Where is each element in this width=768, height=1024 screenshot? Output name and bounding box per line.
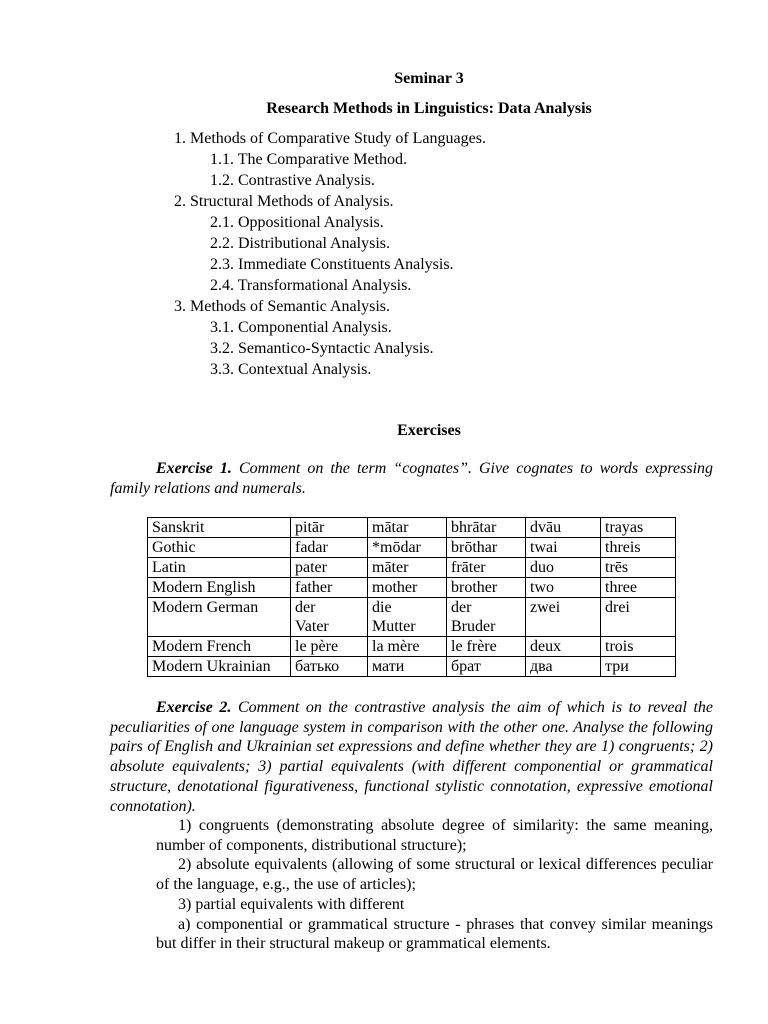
- language-cell: Modern German: [148, 598, 291, 637]
- cognate-cell: pitār: [291, 518, 368, 538]
- cognate-cell: mother: [368, 578, 447, 598]
- cognate-cell: father: [291, 578, 368, 598]
- outline-subitem: 3.1. Componential Analysis.: [210, 319, 392, 336]
- cognate-cell: батько: [291, 657, 368, 677]
- language-cell: Modern French: [148, 637, 291, 657]
- cognate-cell: мати: [368, 657, 447, 677]
- exercise-1-text: Comment on the term “cognates”. Give cognates to words expressing family relations and numerals.: [110, 460, 714, 497]
- cognate-cell: trayas: [601, 518, 676, 538]
- outline-subitem: 2.3. Immediate Constituents Analysis.: [210, 256, 454, 273]
- list-item: 3) partial equivalents with different: [178, 895, 405, 913]
- exercise-2-text: Comment on the contrastive analysis the aim of which is to reveal the peculiarities of one language system in comparison with the other one. Analyse the following pairs of English and Ukrainian set expressions and define whether they are 1) congruents; 2) absolute equivalents; 3) partial equivalents (with different componential or grammatical structure, denotational figurativeness, functional stylistic connotation, expressive emotional connotation).: [110, 699, 714, 815]
- exercises-heading: Exercises: [397, 422, 461, 439]
- cognates-table: [147, 517, 676, 677]
- outline-subitem: 2.1. Oppositional Analysis.: [210, 214, 384, 231]
- cognate-cell: die Mutter: [368, 598, 447, 637]
- cognate-cell: brother: [447, 578, 526, 598]
- outline-item: 1. Methods of Comparative Study of Languages.: [174, 130, 486, 147]
- outline-subitem: 3.3. Contextual Analysis.: [210, 361, 372, 378]
- outline-item: 3. Methods of Semantic Analysis.: [174, 298, 390, 315]
- cognate-cell: dvāu: [526, 518, 601, 538]
- cognate-cell: брат: [447, 657, 526, 677]
- cognate-cell: two: [526, 578, 601, 598]
- outline-subitem: 3.2. Semantico-Syntactic Analysis.: [210, 340, 434, 357]
- cognate-cell: duo: [526, 558, 601, 578]
- cognate-cell: pater: [291, 558, 368, 578]
- outline-subitem: 1.1. The Comparative Method.: [210, 151, 407, 168]
- language-cell: Sanskrit: [148, 518, 291, 538]
- cognate-cell: der Bruder: [447, 598, 526, 637]
- cognate-cell: mātar: [368, 518, 447, 538]
- cognate-cell: three: [601, 578, 676, 598]
- language-cell: Modern English: [148, 578, 291, 598]
- cognate-cell: le père: [291, 637, 368, 657]
- exercise-2-paragraph: [110, 698, 713, 816]
- table-row: [148, 518, 676, 538]
- cognate-cell: deux: [526, 637, 601, 657]
- seminar-heading: Seminar 3: [394, 70, 464, 87]
- cognate-cell: threis: [601, 538, 676, 558]
- outline-subitem: 2.2. Distributional Analysis.: [210, 235, 390, 252]
- cognates-table-body: [148, 518, 676, 677]
- exercise-1-label: Exercise 1.: [156, 460, 232, 477]
- list-item: 2) absolute equivalents (allowing of some structural or lexical differences peculiar of the language, e.g., the use of articles);: [156, 856, 713, 894]
- cognate-cell: fadar: [291, 538, 368, 558]
- table-row: [148, 598, 676, 637]
- outline-item: 2. Structural Methods of Analysis.: [174, 193, 394, 210]
- table-row: [148, 538, 676, 558]
- cognate-cell: māter: [368, 558, 447, 578]
- cognate-cell: der Vater: [291, 598, 368, 637]
- exercise-1-paragraph: [110, 459, 713, 498]
- language-cell: Latin: [148, 558, 291, 578]
- cognate-cell: frāter: [447, 558, 526, 578]
- language-cell: Gothic: [148, 538, 291, 558]
- cognate-cell: le frère: [447, 637, 526, 657]
- cognate-cell: два: [526, 657, 601, 677]
- language-cell: Modern Ukrainian: [148, 657, 291, 677]
- outline-subitem: 1.2. Contrastive Analysis.: [210, 172, 375, 189]
- cognate-cell: twai: [526, 538, 601, 558]
- cognate-cell: три: [601, 657, 676, 677]
- cognate-cell: *mōdar: [368, 538, 447, 558]
- document-title: Research Methods in Linguistics: Data Analysis: [266, 100, 592, 117]
- outline-subitem: 2.4. Transformational Analysis.: [210, 277, 412, 294]
- cognate-cell: bhrātar: [447, 518, 526, 538]
- cognate-cell: la mère: [368, 637, 447, 657]
- table-row: [148, 637, 676, 657]
- list-item: a) componential or grammatical structure - phrases that convey similar meanings but differ in their structural makeup or grammatical elements.: [156, 915, 713, 953]
- cognate-cell: trois: [601, 637, 676, 657]
- table-row: [148, 558, 676, 578]
- table-row: [148, 657, 676, 677]
- table-row: [148, 578, 676, 598]
- cognate-cell: zwei: [526, 598, 601, 637]
- topics-outline: [0, 128, 768, 380]
- exercise-2-label: Exercise 2.: [156, 699, 232, 716]
- exercise-2-list: [156, 816, 713, 954]
- cognate-cell: drei: [601, 598, 676, 637]
- cognate-cell: trēs: [601, 558, 676, 578]
- cognate-cell: brōthar: [447, 538, 526, 558]
- list-item: 1) congruents (demonstrating absolute degree of similarity: the same meaning, number of components, distributional structure);: [156, 817, 713, 854]
